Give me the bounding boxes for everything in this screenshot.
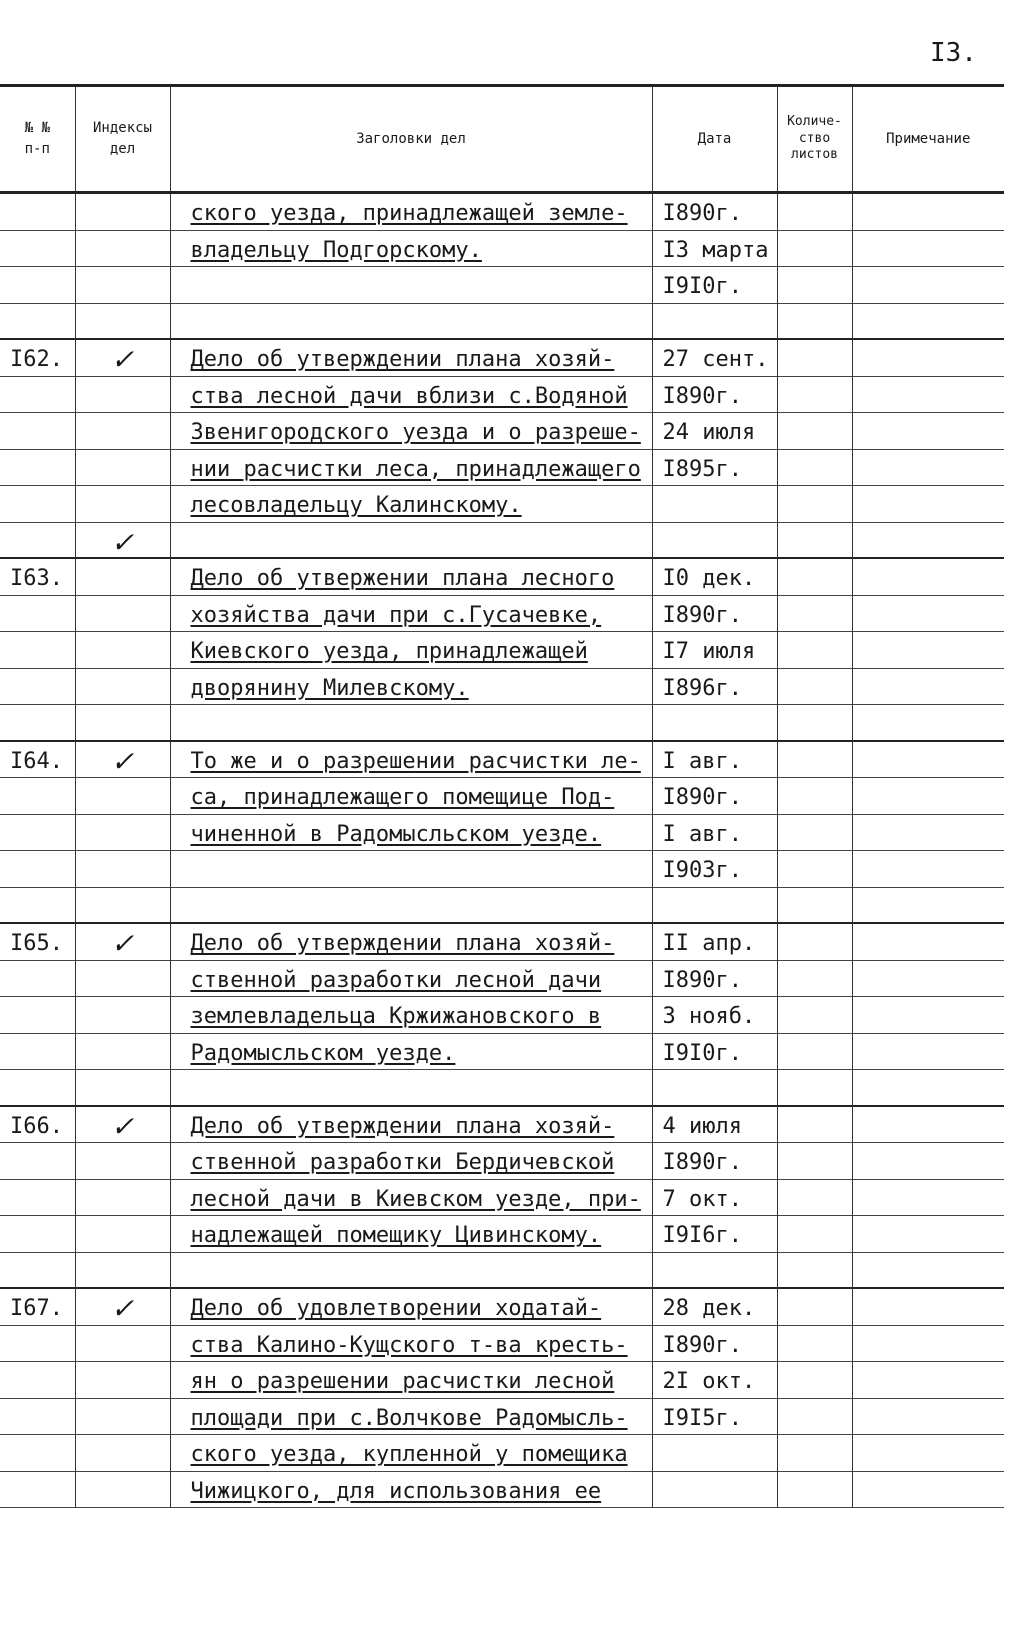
- header-count-line2: ство: [798, 130, 831, 146]
- row-index-mark: [76, 669, 170, 706]
- row-note: [853, 1472, 1005, 1509]
- row-date: 7 окт.: [653, 1180, 777, 1217]
- row-note: [853, 450, 1005, 487]
- row-date: 27 сент.: [653, 340, 777, 377]
- row-title: ства лесной дачи вблизи с.Водяной: [171, 377, 652, 414]
- row-date: II апр.: [653, 924, 777, 961]
- row-note: [853, 413, 1005, 450]
- row-number: [0, 377, 75, 414]
- row-note: [853, 1143, 1005, 1180]
- column-num: [0, 193, 75, 1509]
- row-index-mark: [76, 851, 170, 888]
- row-date: I9I5г.: [653, 1399, 777, 1436]
- row-note: [853, 304, 1005, 341]
- row-count: [778, 924, 852, 961]
- table-body: [0, 193, 1004, 1509]
- row-note: [853, 267, 1005, 304]
- header-title: Заголовки дел: [170, 86, 652, 193]
- row-count: [778, 815, 852, 852]
- row-index-mark: [76, 1180, 170, 1217]
- row-number: [0, 961, 75, 998]
- row-date: I890г.: [653, 778, 777, 815]
- row-number: [0, 1362, 75, 1399]
- row-count: [778, 194, 852, 231]
- row-count: [778, 1472, 852, 1509]
- row-title: чиненной в Радомысльском уезде.: [171, 815, 652, 852]
- row-title: Киевского уезда, принадлежащей: [171, 632, 652, 669]
- row-date: I9I6г.: [653, 1216, 777, 1253]
- row-index-mark: [76, 1399, 170, 1436]
- row-count: [778, 851, 852, 888]
- row-number: [0, 632, 75, 669]
- header-date: Дата: [652, 86, 777, 193]
- row-number: [0, 413, 75, 450]
- row-date: [653, 486, 777, 523]
- row-title: лесовладельцу Калинскому.: [171, 486, 652, 523]
- header-idx-line1: Индексы: [92, 120, 152, 136]
- row-title: площади при с.Волчкове Радомысль-: [171, 1399, 652, 1436]
- row-date: I896г.: [653, 669, 777, 706]
- row-index-mark: ✓: [76, 340, 170, 377]
- row-title: Дело об утверждении плана хозяй-: [171, 924, 652, 961]
- row-title: [171, 1070, 652, 1107]
- header-count-line3: листов: [791, 147, 838, 163]
- row-date: I0 дек.: [653, 559, 777, 596]
- row-note: [853, 523, 1005, 560]
- row-number: [0, 851, 75, 888]
- row-number: I64.: [0, 742, 75, 779]
- row-date: 3 нояб.: [653, 997, 777, 1034]
- row-index-mark: [76, 413, 170, 450]
- row-note: [853, 961, 1005, 998]
- row-count: [778, 705, 852, 742]
- row-number: [0, 1216, 75, 1253]
- row-note: [853, 1399, 1005, 1436]
- row-number: [0, 705, 75, 742]
- row-note: [853, 669, 1005, 706]
- row-date: I890г.: [653, 1143, 777, 1180]
- row-index-mark: [76, 450, 170, 487]
- row-number: [0, 1399, 75, 1436]
- row-date: 28 дек.: [653, 1289, 777, 1326]
- row-title: То же и о разрешении расчистки ле-: [171, 742, 652, 779]
- row-date: 4 июля: [653, 1107, 777, 1144]
- row-title: нии расчистки леса, принадлежащего: [171, 450, 652, 487]
- header-count: [777, 86, 852, 193]
- row-number: [0, 267, 75, 304]
- row-index-mark: [76, 1216, 170, 1253]
- row-index-mark: [76, 1143, 170, 1180]
- row-date: [653, 304, 777, 341]
- header-num-line2: п-п: [24, 141, 50, 157]
- row-index-mark: [76, 888, 170, 925]
- row-note: [853, 1070, 1005, 1107]
- row-date: I890г.: [653, 961, 777, 998]
- row-note: [853, 340, 1005, 377]
- row-count: [778, 961, 852, 998]
- row-note: [853, 815, 1005, 852]
- row-date: 24 июля: [653, 413, 777, 450]
- row-index-mark: ✓: [76, 1107, 170, 1144]
- row-index-mark: [76, 1034, 170, 1071]
- row-index-mark: [76, 559, 170, 596]
- header-idx-line2: дел: [109, 141, 136, 157]
- row-date: I890г.: [653, 596, 777, 633]
- row-index-mark: [76, 267, 170, 304]
- row-count: [778, 1399, 852, 1436]
- row-title: владельцу Подгорскому.: [171, 231, 652, 268]
- row-count: [778, 888, 852, 925]
- row-title: [171, 523, 652, 560]
- row-note: [853, 851, 1005, 888]
- row-title: [171, 705, 652, 742]
- row-date: [653, 705, 777, 742]
- row-number: [0, 1070, 75, 1107]
- row-index-mark: [76, 705, 170, 742]
- row-index-mark: [76, 632, 170, 669]
- row-count: [778, 413, 852, 450]
- row-note: [853, 1107, 1005, 1144]
- row-date: I7 июля: [653, 632, 777, 669]
- row-index-mark: [76, 377, 170, 414]
- column-idx: [75, 193, 170, 1509]
- row-count: [778, 1216, 852, 1253]
- row-count: [778, 632, 852, 669]
- row-count: [778, 1180, 852, 1217]
- row-number: [0, 1180, 75, 1217]
- row-number: [0, 450, 75, 487]
- row-note: [853, 778, 1005, 815]
- row-count: [778, 742, 852, 779]
- row-title: хозяйства дачи при с.Гусачевке,: [171, 596, 652, 633]
- row-date: [653, 1253, 777, 1290]
- row-title: Дело об удовлетворении ходатай-: [171, 1289, 652, 1326]
- row-number: I67.: [0, 1289, 75, 1326]
- row-index-mark: [76, 997, 170, 1034]
- row-count: [778, 559, 852, 596]
- row-count: [778, 377, 852, 414]
- row-note: [853, 231, 1005, 268]
- row-title: ского уезда, купленной у помещика: [171, 1435, 652, 1472]
- row-note: [853, 705, 1005, 742]
- row-number: [0, 888, 75, 925]
- row-note: [853, 1253, 1005, 1290]
- row-date: [653, 1070, 777, 1107]
- row-count: [778, 450, 852, 487]
- row-note: [853, 1435, 1005, 1472]
- row-note: [853, 924, 1005, 961]
- row-count: [778, 1326, 852, 1363]
- row-number: [0, 1253, 75, 1290]
- row-number: [0, 1034, 75, 1071]
- row-index-mark: [76, 1070, 170, 1107]
- row-index-mark: ✓: [76, 924, 170, 961]
- row-note: [853, 632, 1005, 669]
- row-note: [853, 1362, 1005, 1399]
- row-date: I9I0г.: [653, 267, 777, 304]
- row-number: I62.: [0, 340, 75, 377]
- row-count: [778, 267, 852, 304]
- row-date: [653, 523, 777, 560]
- row-index-mark: [76, 1435, 170, 1472]
- row-count: [778, 304, 852, 341]
- row-index-mark: [76, 1362, 170, 1399]
- column-note: [852, 193, 1004, 1509]
- row-index-mark: ✓: [76, 742, 170, 779]
- row-number: I66.: [0, 1107, 75, 1144]
- row-count: [778, 1107, 852, 1144]
- row-index-mark: [76, 194, 170, 231]
- row-index-mark: [76, 1326, 170, 1363]
- row-date: I3 марта: [653, 231, 777, 268]
- row-number: I63.: [0, 559, 75, 596]
- row-index-mark: [76, 778, 170, 815]
- row-count: [778, 1362, 852, 1399]
- row-number: [0, 1435, 75, 1472]
- row-note: [853, 1289, 1005, 1326]
- row-count: [778, 1289, 852, 1326]
- row-count: [778, 997, 852, 1034]
- row-count: [778, 1143, 852, 1180]
- row-note: [853, 377, 1005, 414]
- row-date: 2I окт.: [653, 1362, 777, 1399]
- row-title: Дело об утверждении плана хозяй-: [171, 340, 652, 377]
- row-note: [853, 1034, 1005, 1071]
- row-number: [0, 194, 75, 231]
- row-count: [778, 1435, 852, 1472]
- row-number: [0, 486, 75, 523]
- row-note: [853, 559, 1005, 596]
- row-count: [778, 340, 852, 377]
- row-note: [853, 1326, 1005, 1363]
- row-count: [778, 1070, 852, 1107]
- row-number: [0, 815, 75, 852]
- row-title: дворянину Милевскому.: [171, 669, 652, 706]
- row-index-mark: [76, 231, 170, 268]
- row-count: [778, 231, 852, 268]
- page-number: I3.: [930, 38, 977, 68]
- row-date: [653, 1472, 777, 1509]
- row-index-mark: [76, 1253, 170, 1290]
- row-index-mark: ✓: [76, 1289, 170, 1326]
- row-count: [778, 778, 852, 815]
- row-date: I890г.: [653, 194, 777, 231]
- row-title: [171, 888, 652, 925]
- row-title: Чижицкого, для использования ее: [171, 1472, 652, 1509]
- row-title: ян о разрешении расчистки лесной: [171, 1362, 652, 1399]
- header-num-line1: № №: [24, 120, 50, 136]
- row-title: [171, 851, 652, 888]
- row-number: [0, 997, 75, 1034]
- row-title: ственной разработки лесной дачи: [171, 961, 652, 998]
- row-title: Радомысльском уезде.: [171, 1034, 652, 1071]
- row-title: землевладельца Кржижановского в: [171, 997, 652, 1034]
- row-date: [653, 888, 777, 925]
- header-note: Примечание: [852, 86, 1004, 193]
- row-number: [0, 669, 75, 706]
- row-date: I895г.: [653, 450, 777, 487]
- row-count: [778, 523, 852, 560]
- row-title: са, принадлежащего помещице Под-: [171, 778, 652, 815]
- row-index-mark: [76, 486, 170, 523]
- row-note: [853, 1216, 1005, 1253]
- column-date: [652, 193, 777, 1509]
- row-date: I890г.: [653, 377, 777, 414]
- row-title: Дело об утвержении плана лесного: [171, 559, 652, 596]
- column-count: [777, 193, 852, 1509]
- row-number: [0, 778, 75, 815]
- row-note: [853, 997, 1005, 1034]
- row-count: [778, 1253, 852, 1290]
- row-index-mark: ✓: [76, 523, 170, 560]
- row-title: ства Калино-Кущского т-ва кресть-: [171, 1326, 652, 1363]
- row-title: ского уезда, принадлежащей земле-: [171, 194, 652, 231]
- row-note: [853, 888, 1005, 925]
- row-number: [0, 231, 75, 268]
- row-title: [171, 304, 652, 341]
- row-note: [853, 742, 1005, 779]
- row-note: [853, 596, 1005, 633]
- row-note: [853, 1180, 1005, 1217]
- row-count: [778, 1034, 852, 1071]
- row-count: [778, 486, 852, 523]
- row-title: [171, 267, 652, 304]
- row-index-mark: [76, 304, 170, 341]
- row-index-mark: [76, 1472, 170, 1509]
- row-title: ственной разработки Бердичевской: [171, 1143, 652, 1180]
- header-num: [0, 86, 75, 193]
- row-date: I890г.: [653, 1326, 777, 1363]
- row-note: [853, 486, 1005, 523]
- row-date: I авг.: [653, 815, 777, 852]
- row-index-mark: [76, 815, 170, 852]
- row-index-mark: [76, 596, 170, 633]
- row-title: [171, 1253, 652, 1290]
- row-title: Звенигородского уезда и о разреше-: [171, 413, 652, 450]
- row-date: I903г.: [653, 851, 777, 888]
- row-date: [653, 1435, 777, 1472]
- row-date: I9I0г.: [653, 1034, 777, 1071]
- row-count: [778, 596, 852, 633]
- row-index-mark: [76, 961, 170, 998]
- row-title: надлежащей помещику Цивинскому.: [171, 1216, 652, 1253]
- header-idx: [75, 86, 170, 193]
- row-number: [0, 304, 75, 341]
- row-number: I65.: [0, 924, 75, 961]
- row-number: [0, 596, 75, 633]
- row-date: I авг.: [653, 742, 777, 779]
- row-number: [0, 1326, 75, 1363]
- column-title: [170, 193, 652, 1509]
- row-title: лесной дачи в Киевском уезде, при-: [171, 1180, 652, 1217]
- row-note: [853, 194, 1005, 231]
- table-header: [0, 86, 1004, 193]
- row-count: [778, 669, 852, 706]
- row-number: [0, 1143, 75, 1180]
- row-number: [0, 1472, 75, 1509]
- header-count-line1: Количе-: [787, 113, 842, 129]
- row-number: [0, 523, 75, 560]
- row-title: Дело об утверждении плана хозяй-: [171, 1107, 652, 1144]
- inventory-table: [0, 84, 1004, 1508]
